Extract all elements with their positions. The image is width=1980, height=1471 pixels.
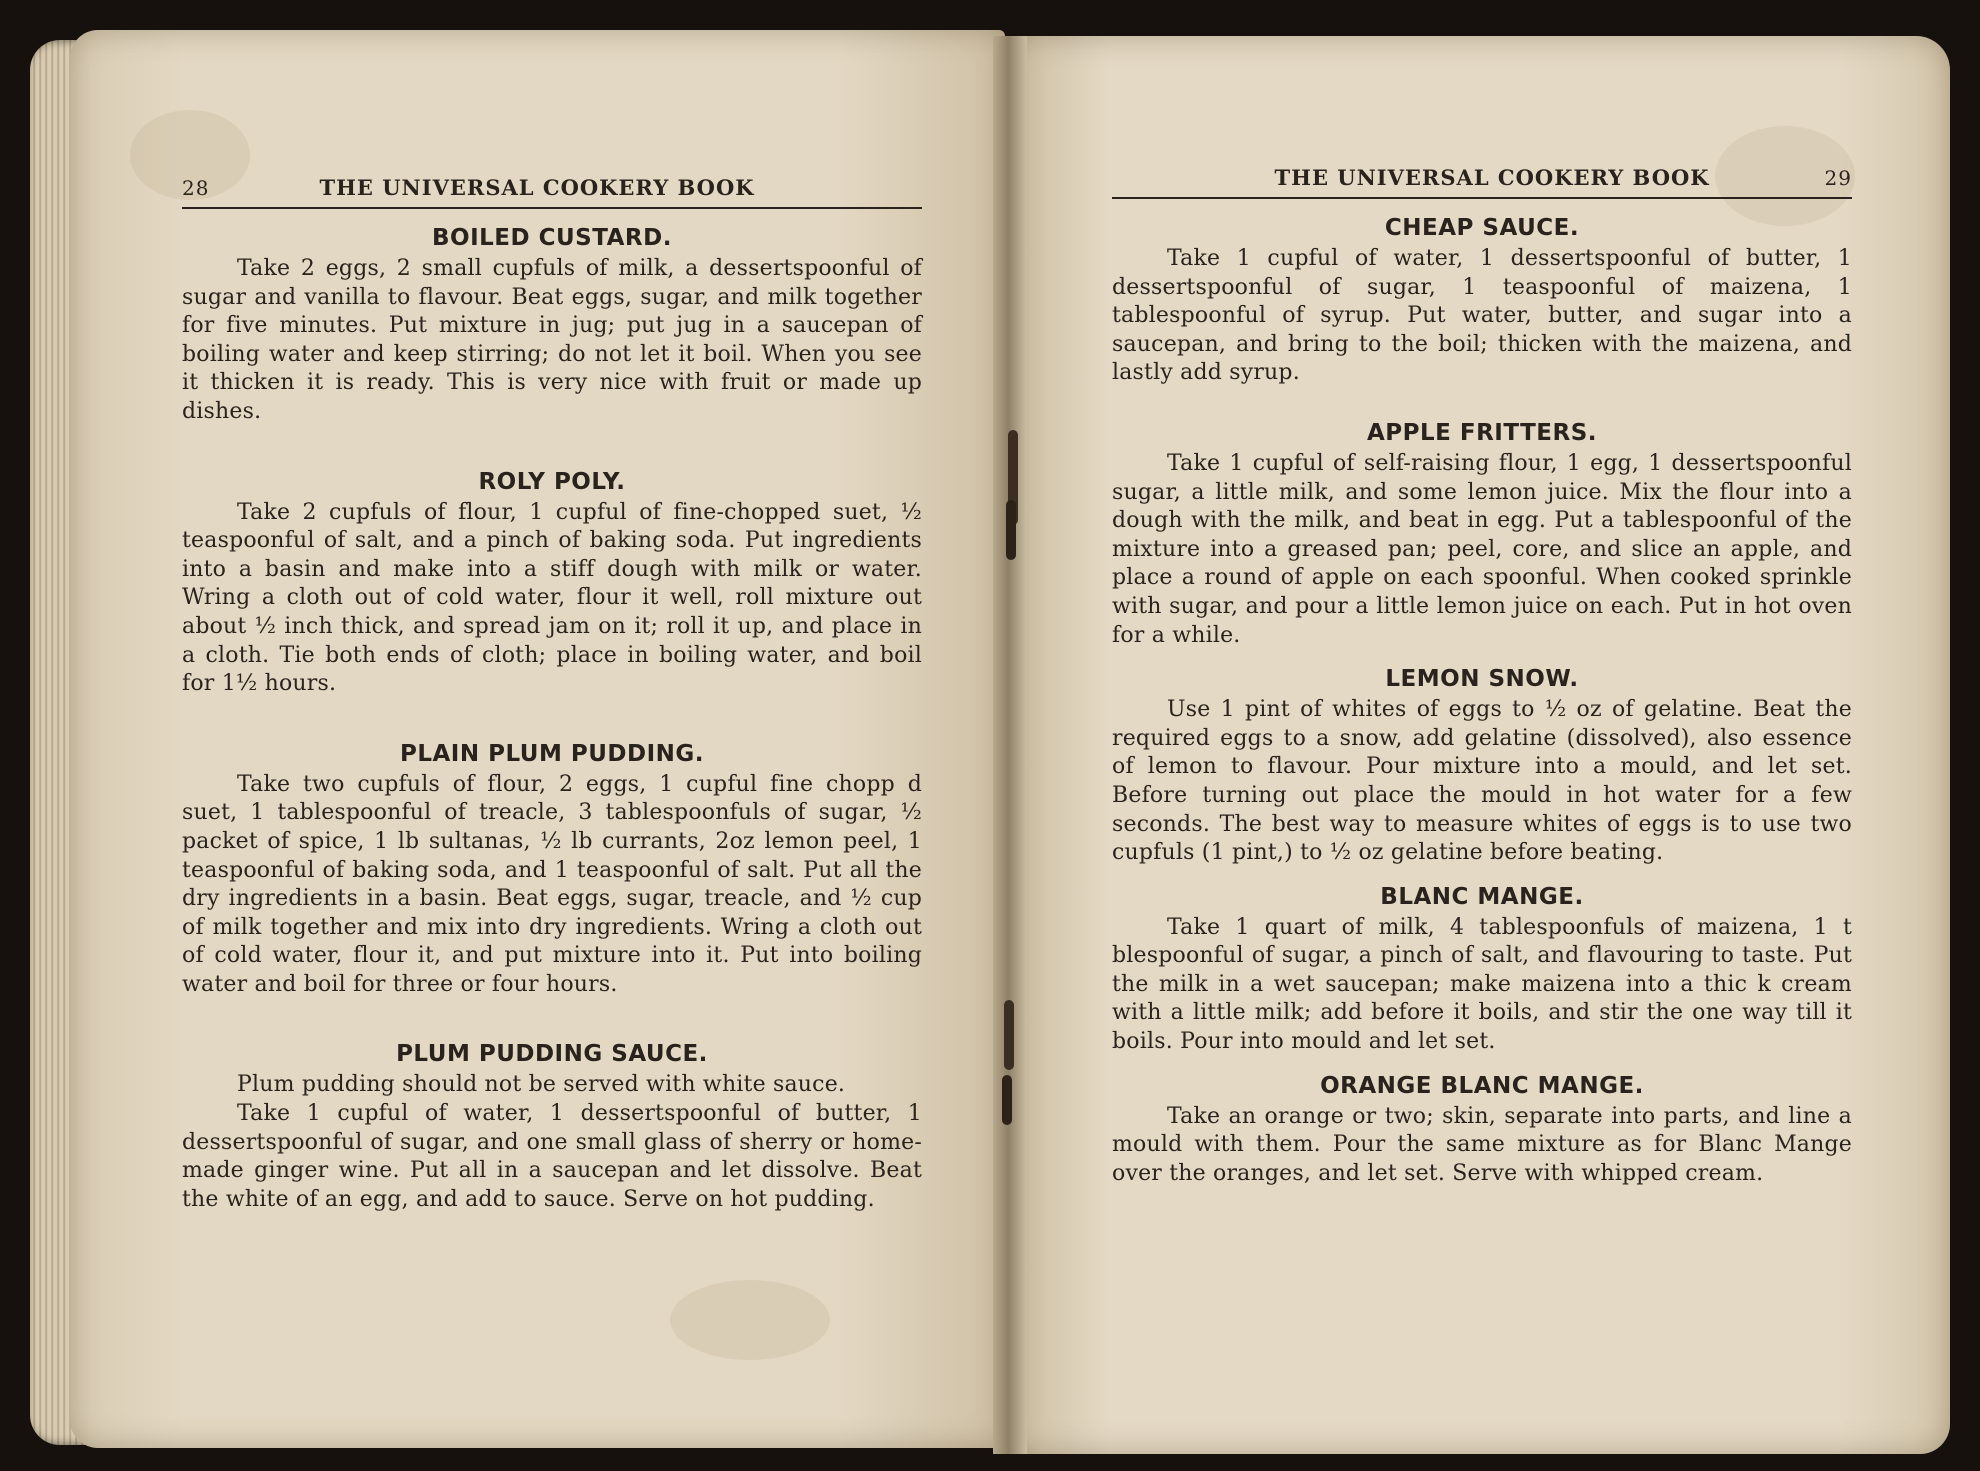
- recipe-paragraph: Take two cupfuls of flour, 2 eggs, 1 cupful fine chopp d suet, 1 tablespoonful of treacle, 3 tablespoonfuls of sugar, ½ packet of spice, 1 lb sultanas, ½ lb currants, 2oz lemon peel, 1 teaspoonful of baking soda, and 1 teaspoonful of salt. Put all the dry ingredients in a basin. Beat eggs, sugar, treacle, and ½ cup of milk together and mix into dry ingredients. Wring a cloth out of cold water, flour it, and put mixture into it. Put into boiling water and boil for three or four hours.: [182, 771, 922, 997]
- recipe-title: BOILED CUSTARD.: [432, 225, 672, 251]
- right-page-content: [1112, 165, 1852, 1188]
- page-number: 29: [1824, 166, 1852, 190]
- recipe-title: PLUM PUDDING SAUCE.: [396, 1041, 708, 1068]
- recipe-paragraph: Plum pudding should not be served with white sauce.: [237, 1072, 846, 1098]
- page-number: 28: [182, 176, 210, 200]
- recipe-paragraph: Take 2 cupfuls of flour, 1 cupful of fine-chopped suet, ½ teaspoonful of salt, and a pinch of baking soda. Put ingredients into a basin and make into a stiff dough with milk or water. Wring a cloth out of cold water, flour it well, roll mixture out about ½ inch thick, and spread jam on it; roll it up, and place in a cloth. Tie both ends of cloth; place in boiling water, and boil for 1½ hours.: [182, 499, 922, 697]
- binding-stitch-3: [1004, 1000, 1014, 1070]
- recipe-title: PLAIN PLUM PUDDING.: [399, 740, 705, 767]
- binding-stitch-2: [1006, 500, 1016, 560]
- recipe-paragraph: Use 1 pint of whites of eggs to ½ oz of gelatine. Beat the required eggs to a snow, add gelatine (dissolved), also essence of lemon to flavour. Pour mixture into a mould, and let set. Before turning out place the mould in hot water for a few seconds. The best way to measure whites of eggs is to use two cupfuls (1 pint,) to ½ oz gelatine before beating.: [1112, 697, 1852, 866]
- recipe-paragraph: Take 1 cupful of water, 1 dessertspoonful of butter, 1 dessertspoonful of sugar, and one small glass of sherry or home-made ginger wine. Put all in a saucepan and let dissolve. Beat the white of an egg, and add to sauce. Serve on hot pudding.: [182, 1101, 922, 1212]
- recipe-paragraph: Take 1 cupful of self-raising flour, 1 egg, 1 dessertspoonful sugar, a little milk, and some lemon juice. Mix the flour into a dough with the milk, and beat in egg. Put a tablespoonful of the mixture into a greased pan; peel, core, and slice an apple, and place a round of apple on each spoonful. When cooked sprinkle with sugar, and pour a little lemon juice on each. Put in hot oven for a while.: [1112, 450, 1852, 648]
- binding-stitch-4: [1002, 1075, 1012, 1125]
- running-head-right: [1112, 165, 1852, 199]
- recipe-paragraph: Take an orange or two; skin, separate into parts, and line a mould with them. Pour the same mixture as for Blanc Mange over the oranges, and let set. Serve with whipped cream.: [1112, 1103, 1852, 1186]
- left-page-content: [182, 175, 922, 1214]
- recipe-title: BLANC MANGE.: [1380, 883, 1584, 910]
- recipe-title: CHEAP SAUCE.: [1384, 215, 1580, 241]
- book-gutter: [993, 36, 1027, 1454]
- running-head-left: [182, 175, 922, 209]
- recipe-title: LEMON SNOW.: [1385, 666, 1579, 693]
- running-head-title: THE UNIVERSAL COOKERY BOOK: [1274, 165, 1710, 190]
- recipe-title: APPLE FRITTERS.: [1367, 419, 1597, 446]
- recipe-title: ROLY POLY.: [478, 468, 626, 495]
- recipe-paragraph: Take 1 quart of milk, 4 tablespoonfuls of maizena, 1 t blespoonful of sugar, a pinch of salt, and flavouring to taste. Put the milk in a wet saucepan; make maizena into a thic k cream with a little milk; add before it boils, and stir the one way till it boils. Pour into mould and let set.: [1112, 914, 1852, 1055]
- recipe-paragraph: Take 2 eggs, 2 small cupfuls of milk, a dessertspoonful of sugar and vanilla to flavour. Beat eggs, sugar, and milk together for five minutes. Put mixture in jug; put jug in a saucepan of boiling water and keep stirring; do not let it boil. When you see it thicken it is ready. This is very nice with fruit or made up dishes.: [182, 256, 922, 424]
- recipe-title: ORANGE BLANC MANGE.: [1320, 1072, 1644, 1099]
- recipe-paragraph: Take 1 cupful of water, 1 dessertspoonful of butter, 1 dessertspoonful of sugar, 1 teaspoonful of maizena, 1 tablespoonful of syrup. Put water, butter, and sugar into a saucepan, and bring to the boil; thicken with the maizena, and lastly add syrup.: [1112, 246, 1852, 386]
- running-head-title: THE UNIVERSAL COOKERY BOOK: [319, 175, 755, 200]
